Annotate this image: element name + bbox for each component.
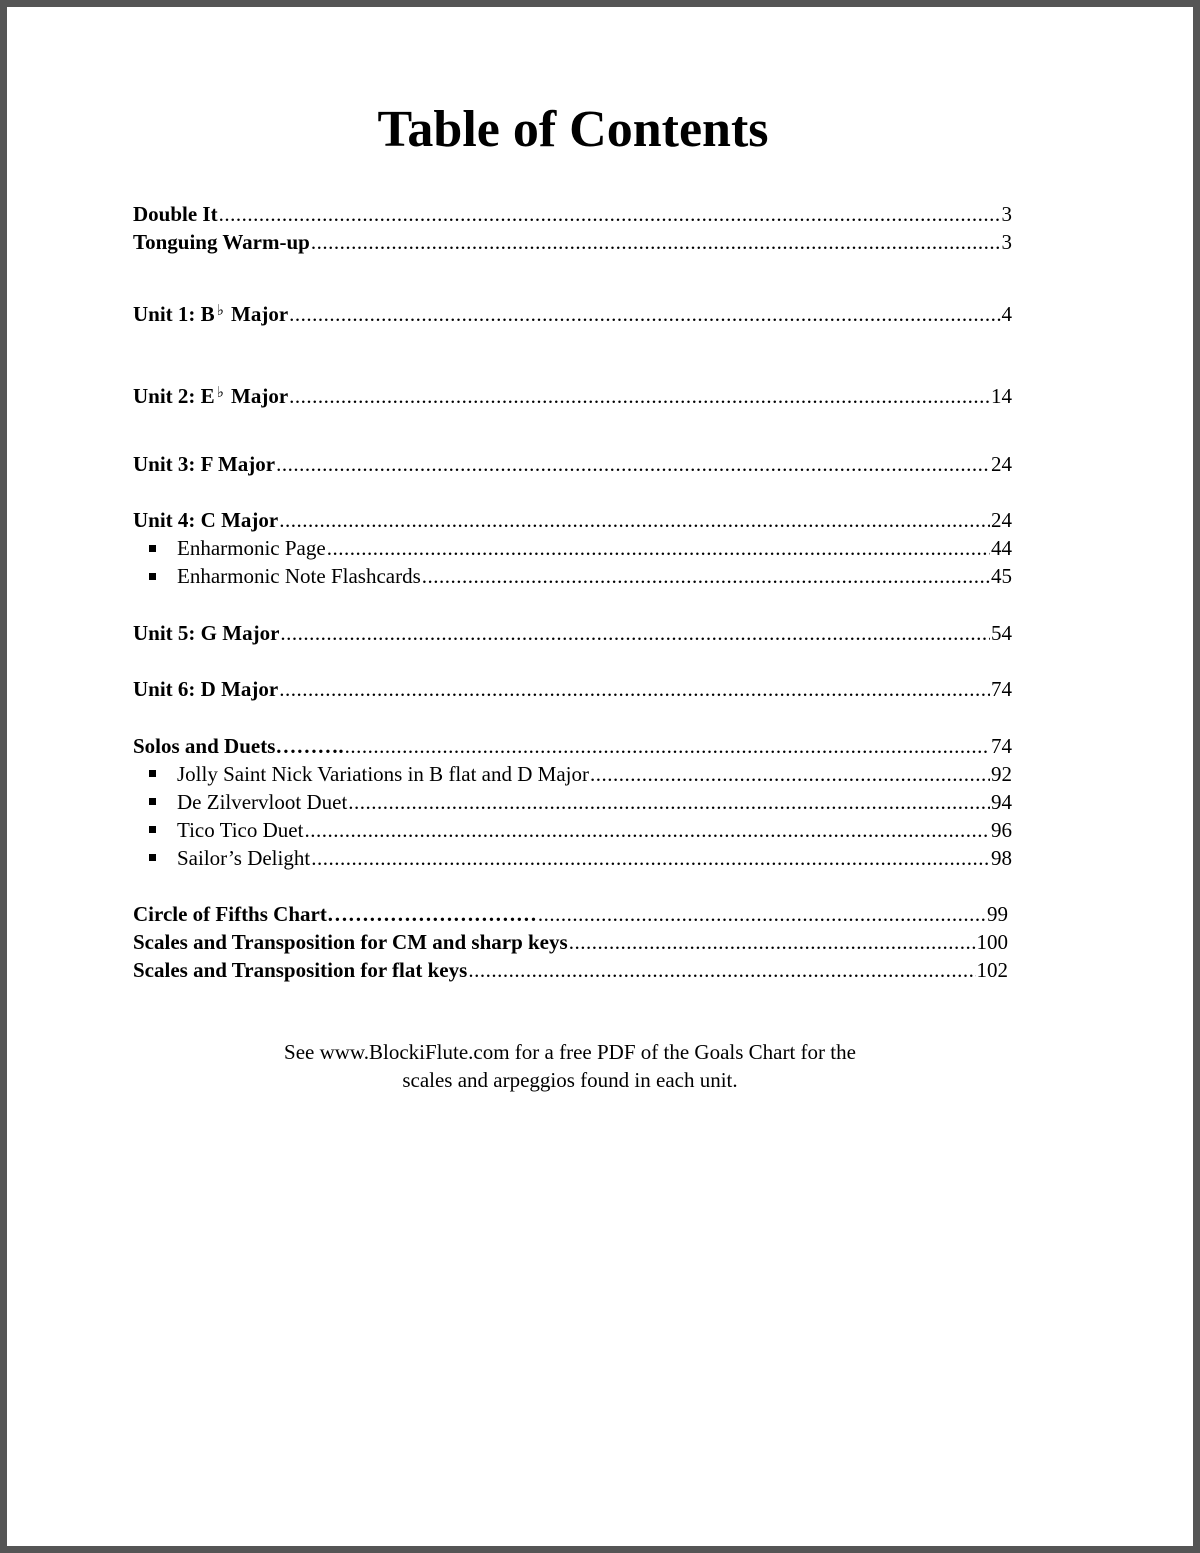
dot-leader <box>569 928 976 956</box>
dot-leader <box>311 844 990 872</box>
toc-entry-unit-3[interactable] <box>133 450 1012 478</box>
toc-subentry-sailors-delight[interactable] <box>177 844 1012 872</box>
dot-leader <box>304 816 990 844</box>
toc-entry-label: Solos and Duets………. <box>133 734 344 758</box>
dot-leader <box>327 534 990 562</box>
toc-entry-label: Enharmonic Page <box>177 536 326 560</box>
toc-entry-page: 45 <box>991 564 1012 588</box>
toc-entry-page: 3 <box>1001 202 1012 226</box>
toc-entry-page: 4 <box>1001 302 1012 326</box>
toc-entry-label: De Zilvervloot Duet <box>177 790 348 814</box>
toc-subentry-jolly-saint-nick[interactable] <box>177 760 1012 788</box>
dot-leader <box>276 450 990 478</box>
toc-entry-label: Circle of Fifths Chart………………………… <box>133 902 537 926</box>
bullet-icon <box>149 545 156 552</box>
bullet-icon <box>149 798 156 805</box>
dot-leader <box>219 200 1001 228</box>
dot-leader <box>345 732 990 760</box>
toc-entry-label-part: Major <box>225 384 289 408</box>
dot-leader <box>280 619 990 647</box>
toc-entry-page: 74 <box>991 734 1012 758</box>
toc-entry-page: 24 <box>991 508 1012 532</box>
dot-leader <box>311 228 1001 256</box>
flat-symbol: ♭ <box>216 385 224 401</box>
bullet-icon <box>149 573 156 580</box>
toc-entry-page: 54 <box>991 621 1012 645</box>
toc-entry-label: Sailor’s Delight <box>177 846 311 870</box>
toc-entry-page: 98 <box>991 846 1012 870</box>
bullet-icon <box>149 826 156 833</box>
toc-entry-page: 100 <box>976 930 1008 954</box>
footer-note-line-1: See www.BlockiFlute.com for a free PDF of the Goals Chart for the <box>284 1040 856 1064</box>
flat-symbol: ♭ <box>216 303 224 319</box>
toc-entry-label: Jolly Saint Nick Variations in B flat and D Major <box>177 762 589 786</box>
toc-entry-label-part: Unit 2: E <box>133 384 215 408</box>
toc-entry-solos-and-duets[interactable] <box>133 732 1012 760</box>
toc-entry-page: 92 <box>991 762 1012 786</box>
footer-note-line-2: scales and arpeggios found in each unit. <box>402 1068 738 1092</box>
toc-entry-page: 96 <box>991 818 1012 842</box>
toc-entry-label: Unit 4: C Major <box>133 508 279 532</box>
toc-entry-label <box>133 297 288 328</box>
toc-entry-page: 44 <box>991 536 1012 560</box>
toc-entry-unit-5[interactable] <box>133 619 1012 647</box>
toc-entry-unit-6[interactable] <box>133 675 1012 703</box>
toc-entry-label-part: Unit 1: B <box>133 302 215 326</box>
page-title: Table of Contents <box>377 101 769 158</box>
toc-entry-scales-flat-keys[interactable] <box>133 956 1008 984</box>
toc-entry-page: 74 <box>991 677 1012 701</box>
toc-entry-page: 102 <box>976 958 1008 982</box>
toc-entry-page: 24 <box>991 452 1012 476</box>
toc-entry-page: 94 <box>991 790 1012 814</box>
toc-entry-scales-sharp-keys[interactable] <box>133 928 1008 956</box>
toc-subentry-tico-tico[interactable] <box>177 816 1012 844</box>
toc-entry-label: Unit 6: D Major <box>133 677 279 701</box>
toc-entry-label <box>133 379 288 410</box>
toc-entry-label: Enharmonic Note Flashcards <box>177 564 421 588</box>
toc-entry-page: 14 <box>991 384 1012 408</box>
toc-subentry-enharmonic-page[interactable] <box>177 534 1012 562</box>
dot-leader <box>279 506 990 534</box>
bullet-icon <box>149 854 156 861</box>
toc-subentry-enharmonic-flashcards[interactable] <box>177 562 1012 590</box>
toc-entry-label: Double It <box>133 202 218 226</box>
toc-entry-label-part: Major <box>225 302 289 326</box>
toc-entry-unit-1[interactable] <box>133 297 1012 325</box>
dot-leader <box>422 562 990 590</box>
toc-entry-unit-4[interactable] <box>133 506 1012 534</box>
toc-entry-page: 3 <box>1001 230 1012 254</box>
toc-entry-double-it[interactable] <box>133 200 1012 228</box>
dot-leader <box>279 675 990 703</box>
bullet-icon <box>149 770 156 777</box>
dot-leader <box>289 300 1000 328</box>
dot-leader <box>468 956 975 984</box>
toc-entry-label: Tico Tico Duet <box>177 818 304 842</box>
toc-entry-page: 99 <box>987 902 1008 926</box>
toc-entry-circle-of-fifths[interactable] <box>133 900 1008 928</box>
dot-leader <box>590 760 990 788</box>
toc-entry-tonguing-warm-up[interactable] <box>133 228 1012 256</box>
toc-entry-label: Tonguing Warm-up <box>133 230 310 254</box>
toc-entry-label: Unit 5: G Major <box>133 621 280 645</box>
toc-subentry-de-zilvervloot[interactable] <box>177 788 1012 816</box>
dot-leader <box>348 788 990 816</box>
toc-entry-label: Unit 3: F Major <box>133 452 276 476</box>
toc-entry-unit-2[interactable] <box>133 379 1012 407</box>
toc-entry-label: Scales and Transposition for flat keys <box>133 958 468 982</box>
dot-leader <box>538 900 986 928</box>
toc-entry-label: Scales and Transposition for CM and sharp keys <box>133 930 568 954</box>
dot-leader <box>289 382 990 410</box>
